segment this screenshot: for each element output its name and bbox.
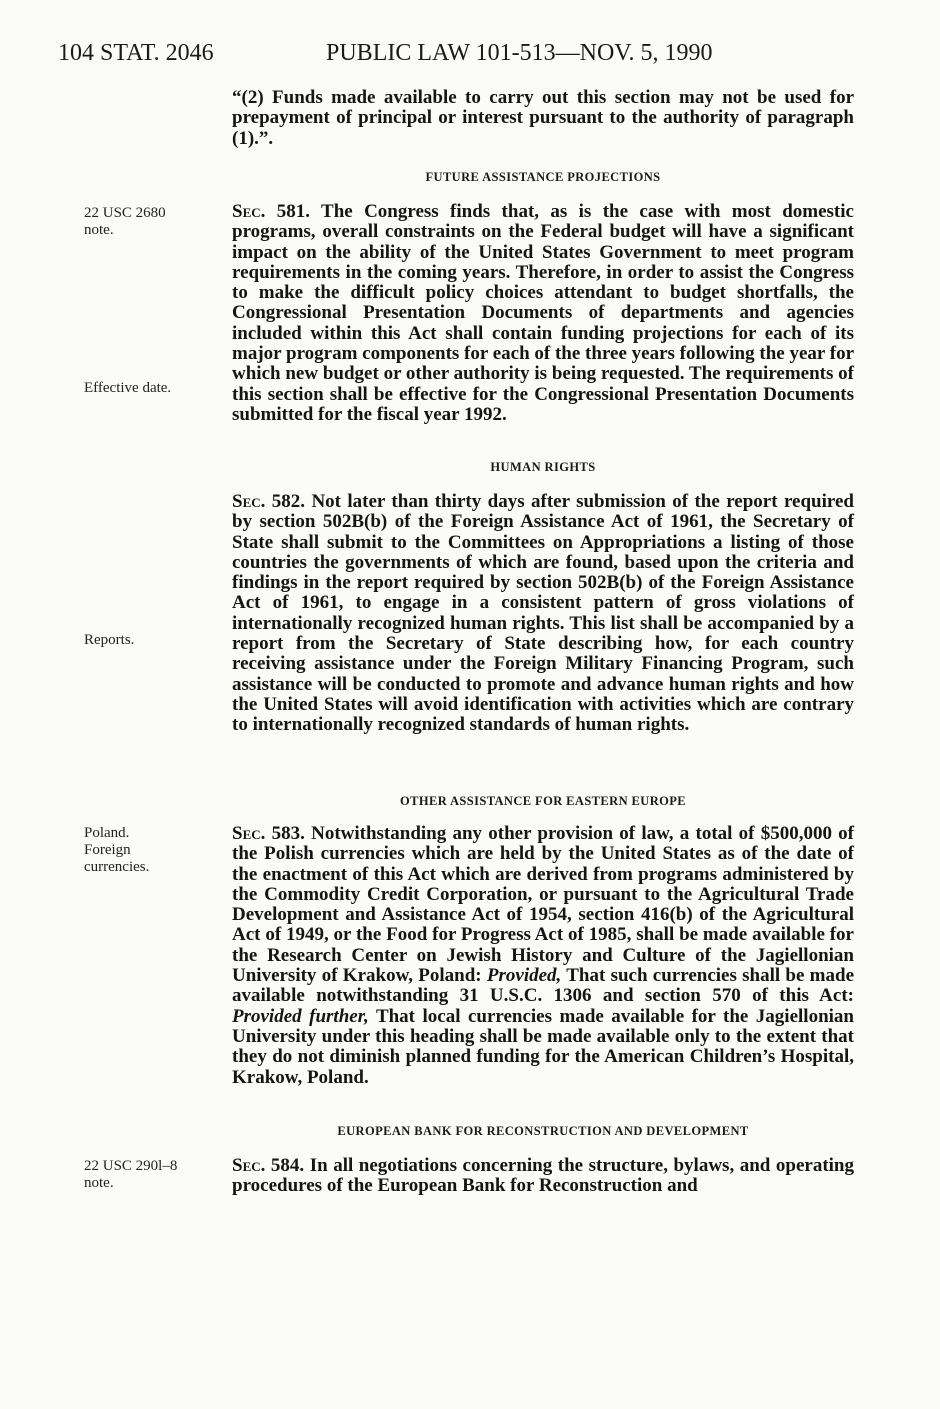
section-581-paragraph — [232, 202, 854, 425]
margin-note-line: note. — [84, 1175, 114, 1191]
section-body: In all negotiations concerning the structure, bylaws, and operating procedures of the European Bank for Reconstruction and — [232, 1155, 854, 1197]
margin-note-22-usc-2680 — [84, 205, 214, 239]
section-582-paragraph — [232, 492, 854, 736]
margin-note-22-usc-290l-8 — [84, 1158, 214, 1192]
intro-paragraph: “(2) Funds made available to carry out this section may not be used for prepayment of principal or interest pursuant to the authority of paragraph (1).”. — [232, 87, 854, 149]
margin-note-reports: Reports. — [84, 632, 135, 648]
margin-note-effective-date: Effective date. — [84, 380, 172, 396]
margin-note-line: note. — [84, 222, 114, 238]
section-body: Not later than thirty days after submission of the report required by section 502B(b) of the Foreign Assistance Act of 1961, the Secretary of State shall submit to the Committees on Appropriations a listing of those countries the governments of which are found, based upon the criteria and findings in the report required by section 502B(b) of the Foreign Assistance Act of 1961, to engage in a consistent pattern of gross violations of internationally recognized human rights. This list shall be accompanied by a report from the Secretary of State describing how, for each country receiving assistance under the Foreign Military Financing Program, such assistance will be conducted to promote and advance human rights and how the United States will avoid identification with activities which are contrary to internationally recognized standards of human rights. — [232, 491, 854, 736]
provided-further-clause: Provided further, — [232, 1005, 369, 1027]
margin-note-line: 22 USC 290l–8 — [84, 1158, 178, 1174]
section-label: Sec. 582. — [232, 491, 306, 512]
margin-note-line: 22 USC 2680 — [84, 205, 166, 221]
section-body: Notwithstanding any other provision of law, a total of $500,000 of the Polish currencies which are held by the United States as of the date of the enactment of this Act which are derived from programs administered by the Commodity Credit Corporation, or pursuant to the Agricultural Trade Development and Assistance Act of 1954, section 416(b) of the Agricultural Act of 1949, or the Food for Progress Act of 1985, shall be made available for the Research Center on Jewish History and Culture of the Jagiellonian University of Krakow, Poland: — [232, 823, 855, 987]
section-body: That local currencies made available for the Jagiellonian University under this heading shall be made available only to the extent that they do not diminish planned funding for the American Children’s Hospital, Krakow, Poland. — [232, 1005, 854, 1088]
section-label: Sec. 584. — [232, 1155, 305, 1176]
section-heading-european-bank: EUROPEAN BANK FOR RECONSTRUCTION AND DEVELOPMENT — [337, 1124, 749, 1138]
section-heading-future-assistance: FUTURE ASSISTANCE PROJECTIONS — [425, 170, 661, 184]
section-583-paragraph — [232, 824, 854, 1088]
margin-note-line: Foreign — [84, 842, 131, 858]
section-584-paragraph — [232, 1156, 854, 1197]
section-label: Sec. 583. — [232, 823, 305, 844]
section-heading-human-rights: HUMAN RIGHTS — [490, 460, 596, 474]
section-label: Sec. 581. — [232, 201, 310, 222]
section-heading-eastern-europe: OTHER ASSISTANCE FOR EASTERN EUROPE — [399, 794, 687, 808]
provided-clause: Provided, — [486, 965, 562, 987]
margin-note-line: currencies. — [84, 859, 150, 875]
stat-page-number: 104 STAT. 2046 — [58, 40, 214, 66]
margin-note-line: Poland. — [84, 825, 130, 841]
running-title: PUBLIC LAW 101-513—NOV. 5, 1990 — [326, 40, 713, 66]
section-body: That such currencies shall be made available notwithstanding 31 U.S.C. 1306 and section 570 of this Act: — [232, 965, 855, 1007]
section-body: The Congress finds that, as is the case with most domestic programs, overall constraints on the Federal budget will have a significant impact on the ability of the United States Government to meet program requirements in the coming years. Therefore, in order to assist the Congress to make the difficult policy choices attendant to budget shortfalls, the Congressional Presentation Documents of departments and agencies included within this Act shall contain funding projections for each of its major program components for each of the three years following the year for which new budget or other authority is being requested. The requirements of this section shall be effective for the Congressional Presentation Documents submitted for the fiscal year 1992. — [232, 201, 854, 425]
margin-note-poland — [84, 825, 214, 876]
